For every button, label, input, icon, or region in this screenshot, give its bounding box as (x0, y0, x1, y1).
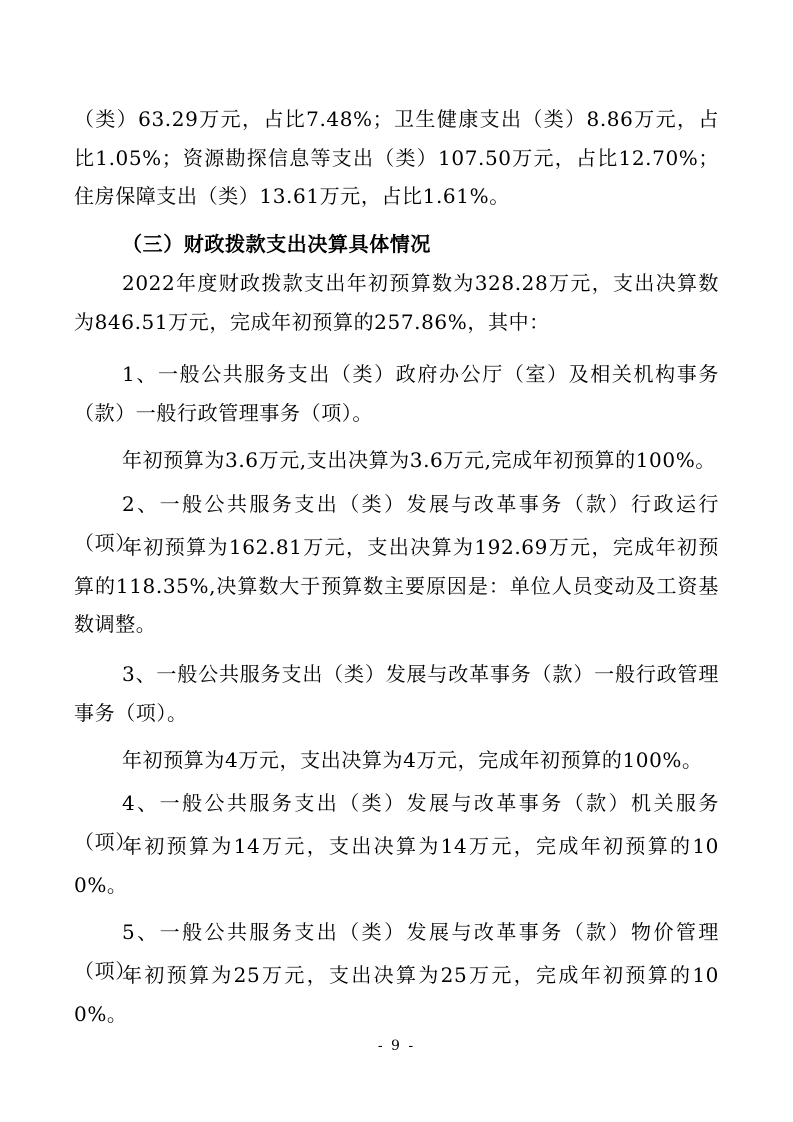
item-4-detail: 年初预算为14万元，支出决算为14万元，完成年初预算的100%。 (74, 834, 719, 897)
item-2-title: 2、一般公共服务支出（类）发展与改革事务（款）行政运行（项）。 (74, 492, 719, 555)
item-5-title: 5、一般公共服务支出（类）发展与改革事务（款）物价管理（项）。 (74, 920, 719, 983)
paragraph-budget-overview: 2022年度财政拨款支出年初预算数为328.28万元，支出决算数为846.51万元，完成年初预算的257.86%，其中： (74, 271, 719, 334)
page-number: - 9 - (377, 1038, 416, 1054)
paragraph-expense-breakdown: （类）63.29万元，占比7.48%；卫生健康支出（类）8.86万元，占比1.05%；资源勘探信息等支出（类）107.50万元，占比12.70%；住房保障支出（类）13.61万元，占比1.61%。 (74, 107, 719, 208)
item-3-title: 3、一般公共服务支出（类）发展与改革事务（款）一般行政管理事务（项）。 (74, 662, 719, 725)
section-heading: （三）财政拨款支出决算具体情况 (122, 232, 431, 256)
item-3-detail: 年初预算为4万元，支出决算为4万元，完成年初预算的100%。 (122, 748, 703, 772)
item-5-detail: 年初预算为25万元，支出决算为25万元，完成年初预算的100%。 (74, 963, 719, 1026)
item-1-detail: 年初预算为3.6万元,支出决算为3.6万元,完成年初预算的100%。 (122, 448, 716, 472)
item-2-detail: 年初预算为162.81万元，支出决算为192.69万元，完成年初预算的118.35%,决算数大于预算数主要原因是：单位人员变动及工资基数调整。 (74, 535, 719, 636)
item-4-title: 4、一般公共服务支出（类）发展与改革事务（款）机关服务（项）。 (74, 791, 719, 854)
item-1-title: 1、一般公共服务支出（类）政府办公厅（室）及相关机构事务（款）一般行政管理事务（项）。 (74, 362, 719, 425)
